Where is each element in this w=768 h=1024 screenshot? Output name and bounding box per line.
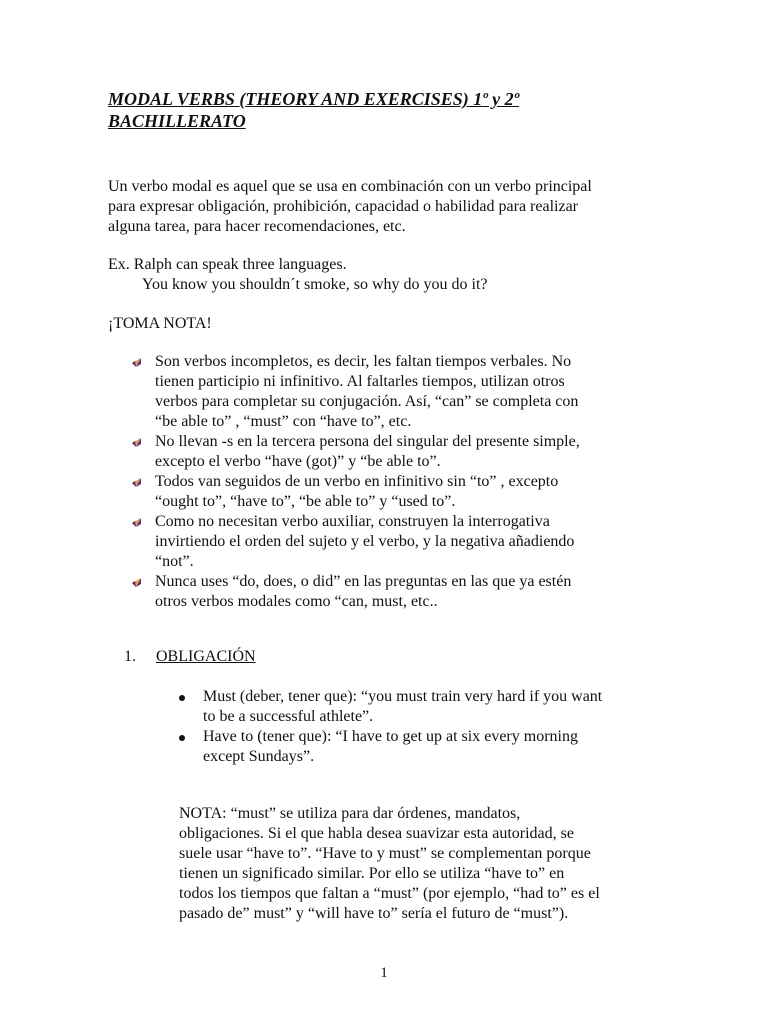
point-line: except Sundays”. bbox=[203, 748, 315, 765]
point-line: to be a successful athlete”. bbox=[203, 708, 374, 725]
toma-nota-heading: ¡TOMA NOTA! bbox=[108, 315, 212, 332]
list-item bbox=[177, 727, 667, 767]
section-number: 1. bbox=[124, 648, 136, 665]
feather-arrow-bullet-icon bbox=[131, 517, 142, 528]
note-line: Como no necesitan verbo auxiliar, construyen la interrogativa bbox=[155, 513, 550, 530]
intro-line: Un verbo modal es aquel que se usa en combinación con un verbo principal bbox=[108, 178, 592, 195]
example-block bbox=[108, 255, 668, 295]
note-line: tienen participio ni infinitivo. Al faltarles tiempos, utilizan otros bbox=[155, 373, 565, 390]
intro-line: alguna tarea, para hacer recomendaciones, etc. bbox=[108, 218, 406, 235]
list-item bbox=[131, 572, 671, 612]
round-dot-icon bbox=[179, 695, 185, 701]
point-line: Must (deber, tener que): “you must train very hard if you want bbox=[203, 688, 603, 705]
note-line: Nunca uses “do, does, o did” en las preguntas en las que ya estén bbox=[155, 573, 572, 590]
page-number: 1 bbox=[380, 965, 388, 981]
nota-paragraph bbox=[179, 804, 669, 924]
title-line-2: BACHILLERATO bbox=[108, 111, 246, 131]
nota-line: suele usar “have to”. “Have to y must” se complementan porque bbox=[179, 845, 591, 862]
feather-arrow-bullet-icon bbox=[131, 437, 142, 448]
list-item bbox=[177, 687, 667, 727]
example-line-2: You know you shouldn´t smoke, so why do you do it? bbox=[142, 276, 488, 293]
note-line: verbos para completar su conjugación. Así, “can” se completa con bbox=[155, 393, 579, 410]
point-line: Have to (tener que): “I have to get up at six every morning bbox=[203, 728, 578, 745]
feather-arrow-bullet-icon bbox=[131, 477, 142, 488]
note-line: Son verbos incompletos, es decir, les faltan tiempos verbales. No bbox=[155, 353, 572, 370]
note-line: Todos van seguidos de un verbo en infinitivo sin “to” , excepto bbox=[155, 473, 559, 490]
note-line: otros verbos modales como “can, must, etc.. bbox=[155, 593, 438, 610]
note-line: “not”. bbox=[155, 553, 194, 570]
nota-line: obligaciones. Si el que habla desea suavizar esta autoridad, se bbox=[179, 825, 574, 842]
title-line-1: MODAL VERBS (THEORY AND EXERCISES) 1º y 2º bbox=[108, 89, 520, 109]
section-label: OBLIGACIÓN bbox=[156, 648, 256, 665]
list-item bbox=[131, 352, 671, 432]
note-line: invirtiendo el orden del sujeto y el verbo, y la negativa añadiendo bbox=[155, 533, 575, 550]
list-item bbox=[131, 472, 671, 512]
example-line-1: Ex. Ralph can speak three languages. bbox=[108, 256, 347, 273]
note-line: “be able to” , “must” con “have to”, etc. bbox=[155, 413, 412, 430]
note-line: “ought to”, “have to”, “be able to” y “used to”. bbox=[155, 493, 456, 510]
section-heading-obligacion bbox=[124, 647, 256, 667]
note-line: No llevan -s en la tercera persona del singular del presente simple, bbox=[155, 433, 580, 450]
page-title bbox=[108, 88, 668, 132]
feather-arrow-bullet-icon bbox=[131, 357, 142, 368]
nota-line: pasado de” must” y “will have to” sería el futuro de “must”). bbox=[179, 905, 569, 922]
nota-line: tienen un significado similar. Por ello se utiliza “have to” en bbox=[179, 865, 565, 882]
intro-line: para expresar obligación, prohibición, capacidad o habilidad para realizar bbox=[108, 198, 578, 215]
round-dot-icon bbox=[179, 735, 185, 741]
nota-line: NOTA: “must” se utiliza para dar órdenes, mandatos, bbox=[179, 805, 521, 822]
list-item bbox=[131, 432, 671, 472]
note-line: excepto el verbo “have (got)” y “be able to”. bbox=[155, 453, 441, 470]
points-list bbox=[177, 687, 667, 767]
intro-paragraph bbox=[108, 177, 668, 237]
list-item bbox=[131, 512, 671, 572]
nota-line: todos los tiempos que faltan a “must” (por ejemplo, “had to” es el bbox=[179, 885, 600, 902]
notes-list bbox=[131, 352, 671, 612]
feather-arrow-bullet-icon bbox=[131, 577, 142, 588]
